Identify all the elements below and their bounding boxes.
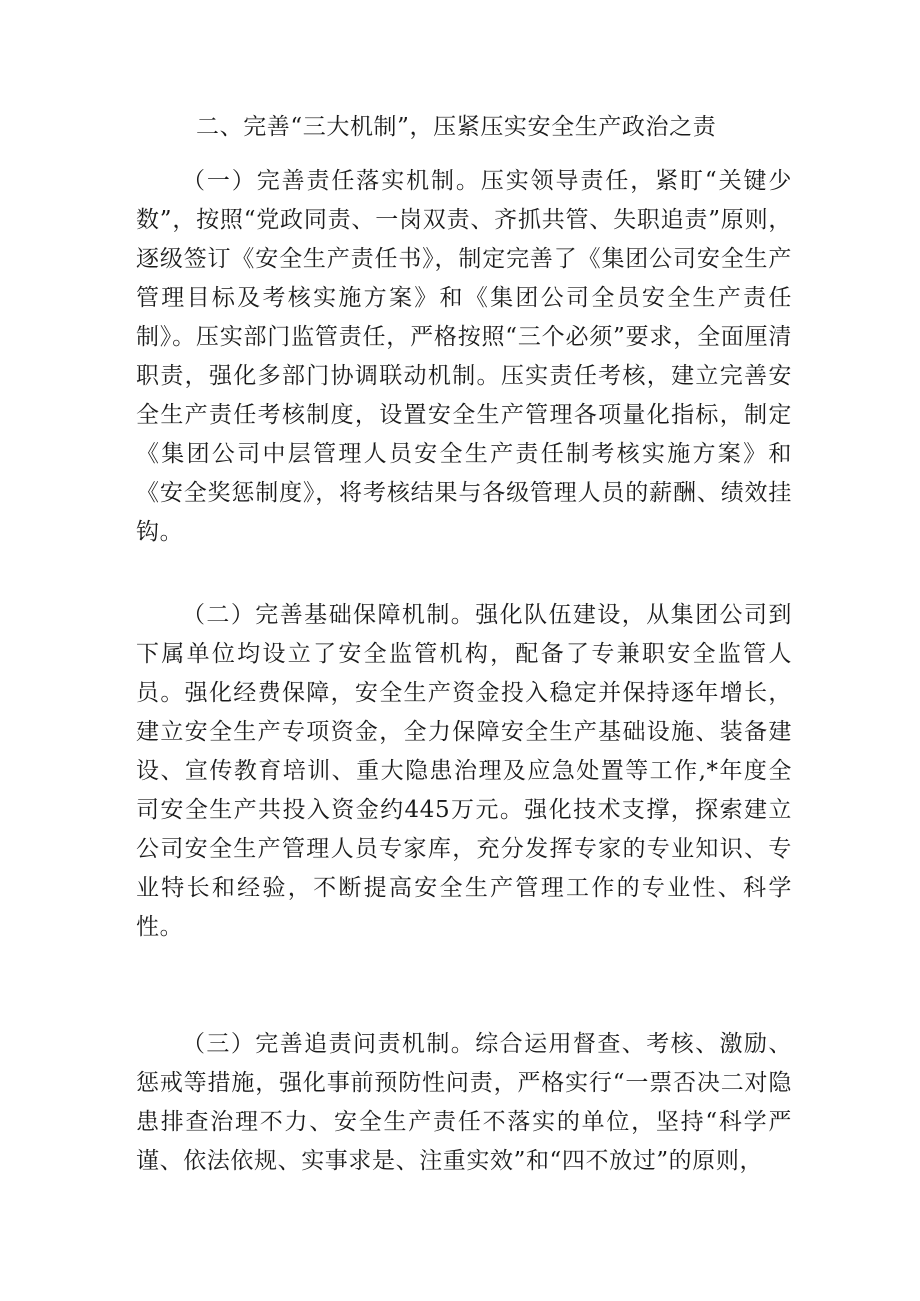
- paragraph-responsibility-mechanism: （一）完善责任落实机制。压实领导责任，紧盯“关键少数”，按照“党政同责、一岗双责、齐抓共管、失职追责”原则，逐级签订《安全生产责任书》，制定完善了《集团公司安全生产管理目标及考核实施方案》和《集团公司全员安全生产责任制》。压实部门监管责任，严格按照“三个必须”要求，全面厘清职责，强化多部门协调联动机制。压实责任考核，建立完善安全生产责任考核制度，设置安全生产管理各项量化指标，制定《集团公司中层管理人员安全生产责任制考核实施方案》和《安全奖惩制度》，将考核结果与各级管理人员的薪酬、绩效挂钩。: [136, 168, 792, 545]
- section-heading: 二、完善“三大机制”，压紧压实安全生产政治之责: [196, 114, 717, 140]
- paragraph-accountability-mechanism: （三）完善追责问责机制。综合运用督查、考核、激励、惩戒等措施，强化事前预防性问责，严格实行“一票否决二对隐患排查治理不力、安全生产责任不落实的单位，坚持“科学严谨、依法依规、实事求是、注重实效”和“四不放过”的原则，: [136, 1031, 792, 1174]
- paragraph-basic-guarantee-mechanism: （二）完善基础保障机制。强化队伍建设，从集团公司到下属单位均设立了安全监管机构，配备了专兼职安全监管人员。强化经费保障，安全生产资金投入稳定并保持逐年增长，建立安全生产专项资金，全力保障安全生产基础设施、装备建设、宣传教育培训、重大隐患治理及应急处置等工作,*年度全司安全生产共投入资金约445万元。强化技术支撑，探索建立公司安全生产管理人员专家库，充分发挥专家的专业知识、专业特长和经验，不断提高安全生产管理工作的专业性、科学性。: [136, 602, 792, 940]
